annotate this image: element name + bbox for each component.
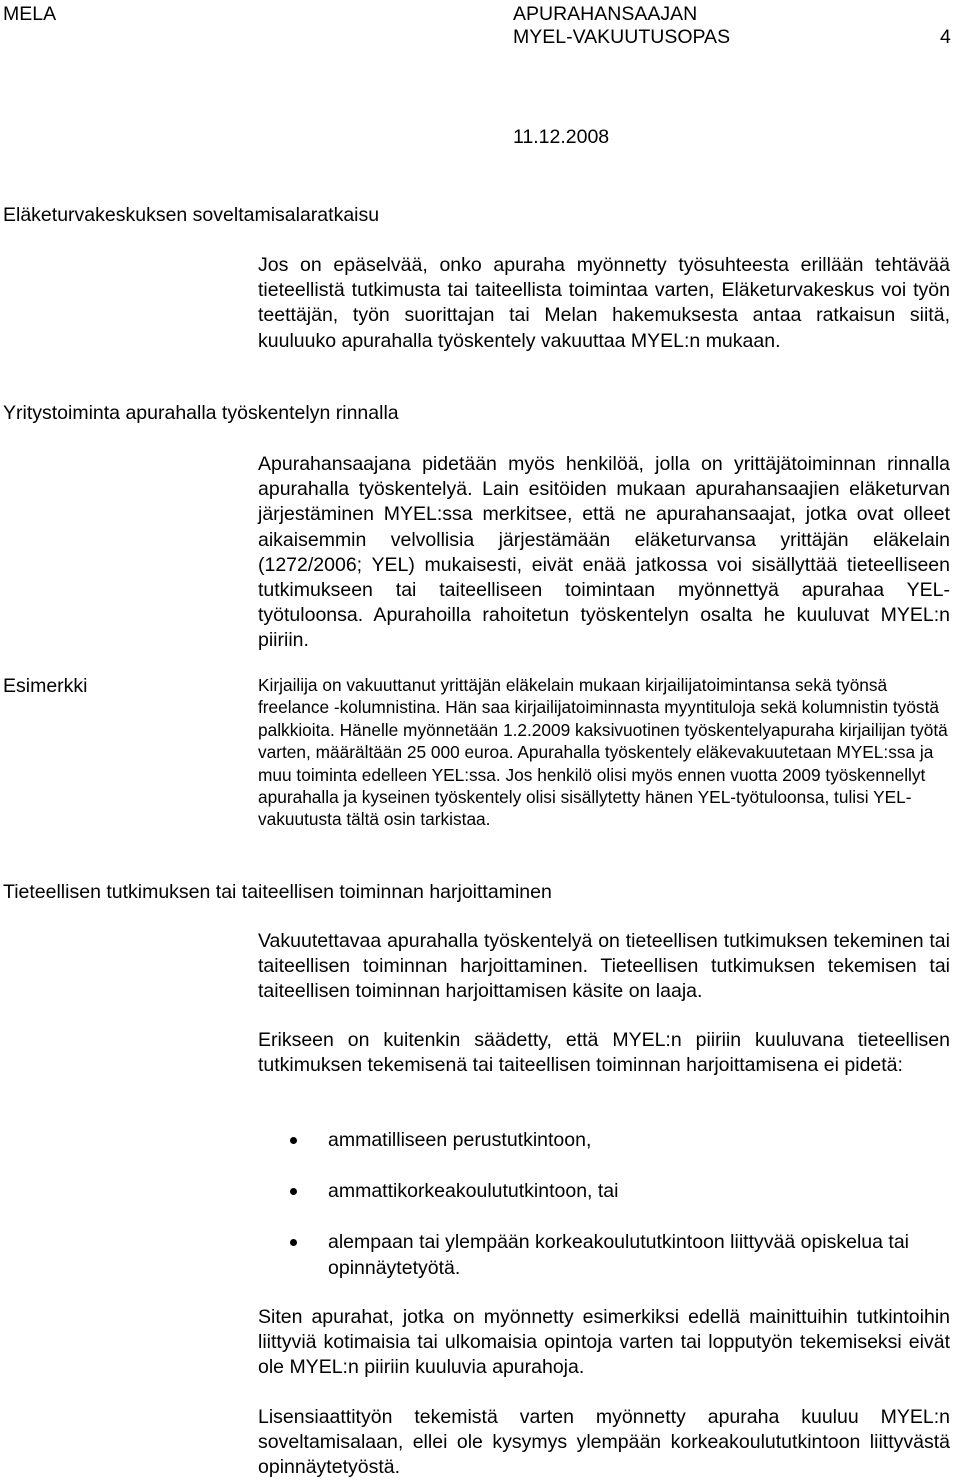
paragraph-siten-apurahat: Siten apurahat, jotka on myönnetty esimerkiksi edellä mainittuihin tutkintoihin liittyviä kotimaisia tai ulkomaisia opintoja varten tai lopputyön tekemiseksi eivät ole MYEL:n piiriin kuuluvia apurahoja. [258,1306,950,1379]
paragraph-lisensiaattityo: Lisensiaattityön tekemistä varten myönnetty apuraha kuuluu MYEL:n soveltamisalaan, ellei ole kysymys ylempään korkeakoulututkintoon liittyvästä opinnäytetyöstä. [258,1406,950,1479]
excluded-studies-list [258,1128,950,1281]
example-label: Esimerkki [3,675,88,697]
header-title-line1: APURAHANSAAJAN [513,3,698,25]
example-paragraph: Kirjailija on vakuuttanut yrittäjän eläkelain mukaan kirjailijatoimintansa sekä työnsä freelance -kolumnistina. Hän saa kirjailijatoiminnasta myyntituloja sekä kolumnistin työstä palkkioita. Hänelle myönnetään 1.2.2009 kaksivuotinen työskentelyapuraha kirjailijan työtä varten, määrältään 25 000 euroa. Apurahalla työskentely eläkevakuutetaan MYEL:ssa ja muu toiminta edelleen YEL:ssa. Jos henkilö olisi myös ennen vuotta 2009 työskennellyt apurahalla ja kyseinen työskentely olisi sisällytetty hänen YEL-työtuloonsa, tulisi YEL-vakuutusta tältä osin tarkistaa. [258,675,948,830]
paragraph-yritystoiminta: Apurahansaajana pidetään myös henkilöä, jolla on yrittäjätoiminnan rinnalla apurahalla työskentelyä. Lain esitöiden mukaan apurahansaajien eläketurvan järjestäminen MYEL:ssa merkitsee, että ne apurahansaajat, jotka ovat olleet aikaisemmin velvollisia järjestämään eläketurvansa yrittäjän eläkelain (1272/2006; YEL) mukaisesti, eivät enää jatkossa voi sisällyttää tieteelliseen tutkimukseen tai taiteelliseen toimintaan myönnettyä apurahaa YEL-työtuloonsa. Apurahoilla rahoitetun työskentelyn osalta he kuuluvat MYEL:n piiriin. [258,453,950,652]
paragraph-vakuutettava-tyoskentely: Vakuutettavaa apurahalla työskentelyä on tieteellisen tutkimuksen tekeminen tai taiteellisen toiminnan harjoittaminen. Tieteellisen tutkimuksen tekemisen tai taiteellisen toiminnan harjoittamisen käsite on laaja. [258,930,950,1003]
header-date: 11.12.2008 [513,126,610,148]
list-item: alempaan tai ylempään korkeakoulututkintoon liittyvää opiskelua tai opinnäytetyötä. [258,1230,950,1280]
paragraph-soveltamisalaratkaisu: Jos on epäselvää, onko apuraha myönnetty työsuhteesta erillään tehtävää tieteellistä tutkimusta tai taiteellista toimintaa varten, Eläketurvakeskus voi työn teettäjän, työn suorittajan tai Melan hakemuksesta antaa ratkaisun siitä, kuuluuko apurahalla työskentely vakuuttaa MYEL:n mukaan. [258,254,950,352]
header-title-line2: MYEL-VAKUUTUSOPAS [513,26,731,48]
section-heading-tieteellinen-tutkimus: Tieteellisen tutkimuksen tai taiteellisen toiminnan harjoittaminen [3,881,552,903]
bullet-icon [290,1137,297,1144]
section-heading-soveltamisalaratkaisu: Eläketurvakeskuksen soveltamisalaratkaisu [3,204,380,226]
bullet-icon [290,1188,297,1195]
section-heading-yritystoiminta: Yritystoiminta apurahalla työskentelyn rinnalla [3,402,399,424]
page-number: 4 [940,26,951,48]
list-item: ammatilliseen perustutkintoon, [258,1128,950,1153]
header-org: MELA [3,3,57,25]
bullet-icon [290,1239,297,1246]
list-item: ammattikorkeakoulututkintoon, tai [258,1179,950,1204]
paragraph-erikseen-saadetty: Erikseen on kuitenkin säädetty, että MYEL:n piiriin kuuluvana tieteellisen tutkimuksen tekemisenä tai taiteellisen toiminnan harjoittamisena ei pidetä: [258,1029,950,1077]
